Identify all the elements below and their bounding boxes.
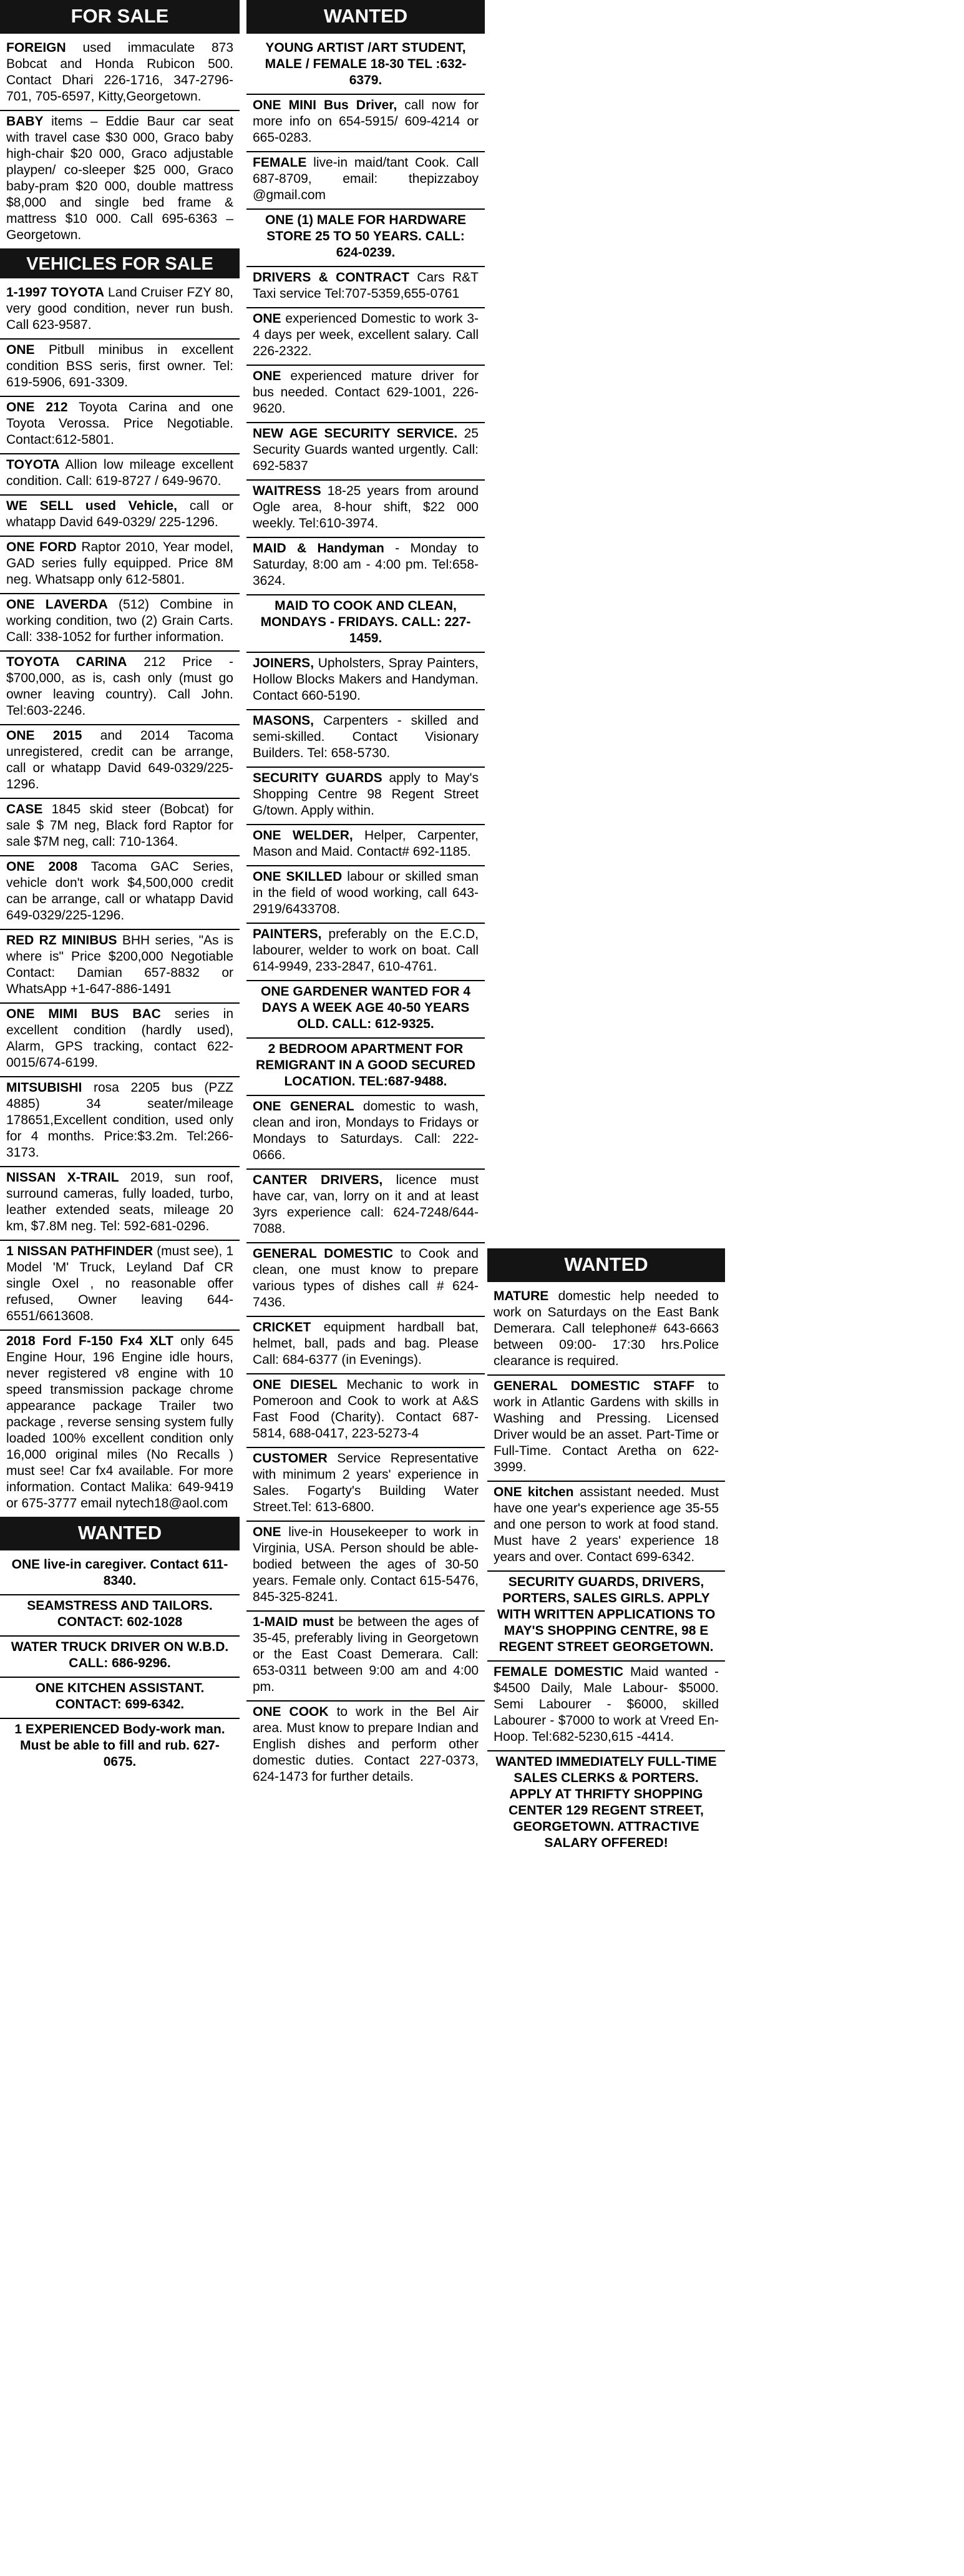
ad-lead: RED RZ MINIBUS	[6, 933, 117, 948]
section-header: WANTED	[487, 1248, 725, 1282]
classified-ad	[246, 1612, 485, 1702]
classified-ad	[0, 537, 240, 594]
classified-ad	[246, 595, 485, 653]
ad-lead: CASE	[6, 802, 43, 816]
classified-ad	[0, 799, 240, 856]
ad-body: licence must have car, van, lorry on it and at least 3yrs experience call: 624-7248/644-7088.	[253, 1173, 479, 1236]
ad-body: experienced Domestic to work 3-4 days per week, excellent salary. Call 226-2322.	[253, 311, 479, 358]
classified-ad	[246, 152, 485, 210]
ad-body: Land Cruiser FZY 80, very good condition, never run bush. Call 623-9587.	[6, 285, 233, 332]
ad-lead: ONE	[253, 1525, 281, 1539]
classified-ad	[487, 1751, 725, 1856]
ad-lead: SECURITY GUARDS	[253, 771, 382, 785]
ad-body: experienced mature driver for bus needed. Contact 629-1001, 226-9620.	[253, 369, 479, 416]
classified-ad	[246, 1374, 485, 1448]
classified-ad	[0, 1167, 240, 1241]
ad-lead: MAID & Handyman	[253, 541, 384, 556]
ad-lead: GENERAL DOMESTIC	[253, 1246, 393, 1261]
classified-ad	[487, 1376, 725, 1482]
classified-ad	[246, 481, 485, 538]
ad-lead: SECURITY GUARDS, DRIVERS, PORTERS, SALES GIRLS. APPLY WITH WRITTEN APPLICATIONS TO MAY'S SHOPPING CENTRE, 98 E REGENT STREET GEORGETOWN.	[497, 1575, 716, 1654]
ad-body: labour or skilled sman in the field of wood working, call 643-2919/6433708.	[253, 869, 479, 916]
ad-body: to work in Atlantic Gardens with skills in Washing and Pressing. Licensed Driver would be an asset. Part-Time or Full-Time. Contact Aretha on 622-3999.	[494, 1379, 719, 1474]
ad-body: call or whatapp David 649-0329/ 225-1296.	[6, 499, 233, 529]
column-left	[0, 0, 240, 1775]
section-header: VEHICLES FOR SALE	[0, 248, 240, 278]
ad-lead: ONE live-in caregiver. Contact 611-8340.	[11, 1557, 228, 1588]
ad-body: Tacoma GAC Series, vehicle don't work $4,500,000 credit can be arrange, call or whatapp David 649-0329/225-1296.	[6, 859, 233, 923]
ad-list	[0, 37, 240, 248]
ad-lead: TOYOTA	[6, 458, 60, 472]
ad-body: Raptor 2010, Year model, GAD series fully equipped. Price 8M neg. Whatsapp only 612-5801.	[6, 540, 233, 587]
classified-ad	[246, 1448, 485, 1522]
ad-lead: ONE kitchen	[494, 1485, 574, 1499]
ad-lead: WAITRESS	[253, 484, 321, 498]
ad-body: Maid wanted - $4500 Daily, Male Labour- $5000. Semi Labourer - $6000, skilled Labourer - $7000 to work at Vreed En-Hoop. Tel:682-5230,615 -4414.	[494, 1665, 719, 1744]
ad-lead: ONE 212	[6, 400, 68, 414]
ad-body: to work in the Bel Air area. Must know to prepare Indian and English dishes and perform other domestic duties. Contact 227-0373, 624-1473 for further details.	[253, 1705, 479, 1784]
section	[246, 0, 485, 1790]
ad-body: apply to May's Shopping Centre 98 Regent Street G/town. Apply within.	[253, 771, 479, 818]
ad-body: only 645 Engine Hour, 196 Engine idle hours, never registered v8 engine with 10 speed transmission package chrome appearance package Trailer two package , reverse sensing system fully loaded 100% excellent condition only 16,000 original miles (No Recalls ) must see! Car fx4 available. For more information. Contact Malika: 649-9419 or 675-3777 email nytech18@aol.com	[6, 1334, 233, 1511]
ad-lead: ONE GARDENER WANTED FOR 4 DAYS A WEEK AGE 40-50 YEARS OLD. CALL: 612-9325.	[260, 984, 471, 1031]
ad-lead: CRICKET	[253, 1320, 311, 1335]
classified-ad	[246, 768, 485, 825]
ad-lead: WATER TRUCK DRIVER ON W.B.D. CALL: 686-9296.	[11, 1640, 229, 1670]
classified-ad	[246, 538, 485, 595]
classified-ad	[246, 210, 485, 267]
classified-ad	[487, 1482, 725, 1572]
classified-ad	[0, 340, 240, 397]
ad-lead: WANTED IMMEDIATELY FULL-TIME SALES CLERKS & PORTERS. APPLY AT THRIFTY SHOPPING CENTER 129 REGENT STREET, GEORGETOWN. ATTRACTIVE SALARY OFFERED!	[495, 1755, 717, 1850]
classified-ad	[246, 423, 485, 481]
ad-lead: ONE MIMI BUS BAC	[6, 1007, 161, 1021]
ad-lead: MITSUBISHI	[6, 1080, 82, 1095]
classified-ad	[0, 1637, 240, 1678]
classified-ad	[487, 1662, 725, 1751]
ad-lead: ONE LAVERDA	[6, 597, 108, 612]
ad-lead: GENERAL DOMESTIC STAFF	[494, 1379, 695, 1393]
ad-lead: FEMALE DOMESTIC	[494, 1665, 624, 1679]
ad-body: Carpenters - skilled and semi-skilled. Contact Visionary Builders. Tel: 658-5730.	[253, 713, 479, 760]
ad-body: BHH series, "As is where is" Price $200,000 Negotiable Contact: Damian 657-8832 or WhatsApp +1-647-886-1491	[6, 933, 233, 996]
classified-ad	[246, 981, 485, 1039]
section	[487, 1248, 725, 1856]
ad-lead: MASONS,	[253, 713, 314, 728]
ad-lead: DRIVERS & CONTRACT	[253, 270, 409, 285]
ad-body: Service Representative with minimum 2 years' experience in Sales. Fogarty's Building Water Street.Tel: 613-6800.	[253, 1451, 479, 1514]
section	[0, 0, 240, 248]
ad-body: assistant needed. Must have one year's experience age 35-55 and one person to work at food stand. Must have 2 years' experience 18 years and over. Contact 699-6342.	[494, 1485, 719, 1564]
ad-lead: BABY	[6, 114, 44, 129]
ad-body: (must see), 1 Model 'M' Truck, Leyland Daf CR single Oxel , no reasonable offer refused, Owner leaving 644-6551/6613608.	[6, 1244, 233, 1323]
ad-body: Toyota Carina and one Toyota Verossa. Price Negotiable. Contact:612-5801.	[6, 400, 233, 447]
ad-lead: MAID TO COOK AND CLEAN, MONDAYS - FRIDAYS. CALL: 227-1459.	[260, 599, 471, 645]
ad-lead: MATURE	[494, 1289, 549, 1303]
section	[0, 248, 240, 1517]
classified-ad	[246, 308, 485, 366]
ad-lead: ONE DIESEL	[253, 1378, 338, 1392]
ad-body: domestic help needed to work on Saturdays on the East Bank Demerara. Call telephone# 643-6663 between 09:00- 17:30 hrs.Police clearance is required.	[494, 1289, 719, 1368]
ad-lead: ONE GENERAL	[253, 1099, 354, 1114]
ad-lead: ONE FORD	[6, 540, 77, 554]
classified-ad	[0, 856, 240, 930]
ad-body: 212 Price - $700,000, as is, cash only (must go owner leaving country). Call John. Tel:603-2246.	[6, 655, 233, 718]
ad-lead: PAINTERS,	[253, 927, 322, 941]
ad-body: equipment hardball bat, helmet, ball, pads and bag. Please Call: 684-6377 (in Evenings).	[253, 1320, 479, 1367]
classified-ad	[0, 930, 240, 1004]
classified-ad	[246, 366, 485, 423]
ad-body: used immaculate 873 Bobcat and Honda Rubicon 500. Contact Dhari 226-1716, 347-2796-701, 705-6597, Kitty,Georgetown.	[6, 41, 233, 104]
ad-body: Upholsters, Spray Painters, Hollow Blocks Makers and Handyman. Contact 660-5190.	[253, 656, 479, 703]
classified-ad	[0, 282, 240, 340]
classified-ad	[246, 710, 485, 768]
ad-lead: 1-1997 TOYOTA	[6, 285, 104, 300]
classified-ad	[246, 1243, 485, 1317]
classified-ad	[246, 825, 485, 866]
ad-body: Allion low mileage excellent condition. Call: 619-8727 / 649-9670.	[6, 458, 233, 488]
classified-ad	[246, 1522, 485, 1612]
classified-ad	[246, 267, 485, 308]
ad-lead: NEW AGE SECURITY SERVICE.	[253, 426, 458, 441]
classified-ad	[0, 397, 240, 454]
ad-body: Mechanic to work in Pomeroon and Cook to work at A&S Fast Food (Charity). Contact 687-5814, 688-0417, 223-5273-4	[253, 1378, 479, 1441]
ad-body: 2019, sun roof, surround cameras, fully loaded, turbo, leather extended seats, mileage 20 km, $7.8M neg. Tel: 592-681-0296.	[6, 1170, 233, 1233]
ad-lead: ONE	[253, 369, 281, 383]
classified-ad	[0, 111, 240, 248]
classified-ad	[0, 1554, 240, 1595]
ad-lead: 1 NISSAN PATHFINDER	[6, 1244, 153, 1258]
classified-ad	[246, 95, 485, 152]
ad-lead: NISSAN X-TRAIL	[6, 1170, 119, 1185]
classified-ad	[246, 1096, 485, 1170]
classified-ad	[246, 1702, 485, 1790]
classified-ad	[0, 1241, 240, 1331]
ad-body: to Cook and clean, one must know to prepare various types of dishes call # 624-7436.	[253, 1246, 479, 1310]
ad-lead: TOYOTA CARINA	[6, 655, 127, 669]
ad-lead: CANTER DRIVERS,	[253, 1173, 383, 1187]
ad-body: live-in Housekeeper to work in Virginia, USA. Person should be able-bodied between the ages of 30-50 years. Female only. Contact 615-5476, 845-325-8241.	[253, 1525, 479, 1604]
ad-lead: ONE	[253, 311, 281, 326]
section-header: FOR SALE	[0, 0, 240, 34]
section	[0, 1517, 240, 1775]
ad-body: 1845 skid steer (Bobcat) for sale $ 7M neg, Black ford Raptor for sale $7M neg, call: 710-1364.	[6, 802, 233, 849]
ad-lead: 2 BEDROOM APARTMENT FOR REMIGRANT IN A GOOD SECURED LOCATION. TEL:687-9488.	[256, 1042, 475, 1089]
ad-lead: YOUNG ARTIST /ART STUDENT, MALE / FEMALE 18-30 TEL :632-6379.	[265, 41, 467, 87]
ad-body: Pitbull minibus in excellent condition BSS seris, first owner. Tel: 619-5906, 691-3309.	[6, 343, 233, 389]
classified-ad	[0, 1004, 240, 1077]
section-header: WANTED	[246, 0, 485, 34]
ad-body: live-in maid/tant Cook. Call 687-8709, email: thepizzaboy @gmail.com	[253, 155, 479, 202]
classified-ad	[0, 725, 240, 799]
ad-lead: ONE	[6, 343, 35, 357]
classified-ad	[0, 37, 240, 111]
classified-ad	[0, 594, 240, 652]
ad-lead: ONE COOK	[253, 1705, 329, 1719]
section-header: WANTED	[0, 1517, 240, 1550]
ad-lead: ONE MINI Bus Driver,	[253, 98, 397, 112]
ad-list	[487, 1286, 725, 1856]
ad-body: domestic to wash, clean and iron, Mondays to Fridays or Mondays to Saturdays. Call: 222-0666.	[253, 1099, 479, 1162]
ad-lead: 1 EXPERIENCED Body-work man. Must be able to fill and rub. 627-0675.	[14, 1722, 225, 1769]
classified-ad	[246, 1039, 485, 1096]
ad-lead: WE SELL used Vehicle,	[6, 499, 178, 513]
classified-ad	[0, 1595, 240, 1637]
ad-body: - Monday to Saturday, 8:00 am - 4:00 pm. Tel:658-3624.	[253, 541, 479, 588]
classified-ad	[0, 454, 240, 496]
ad-body: 25 Security Guards wanted urgently. Call: 692-5837	[253, 426, 479, 473]
ad-body: Helper, Carpenter, Mason and Maid. Contact# 692-1185.	[253, 828, 479, 859]
column-right	[487, 1248, 725, 1856]
ad-body: items – Eddie Baur car seat with travel case $30 000, Graco baby high-chair $20 000, Graco adjustable playpen/ co-sleeper $25 000, Graco baby-pram $20 000, double mattress $8,000 and single bed frame & mattress $10 000. Call 695-6363 – Georgetown.	[6, 114, 233, 242]
classified-ad	[0, 1719, 240, 1775]
ad-lead: ONE SKILLED	[253, 869, 343, 884]
classified-ad	[0, 1678, 240, 1719]
ad-lead: FEMALE	[253, 155, 307, 170]
classified-ad	[246, 37, 485, 95]
ad-lead: SEAMSTRESS AND TAILORS. CONTACT: 602-1028	[27, 1599, 213, 1629]
ad-body: preferably on the E.C.D, labourer, welder to work on boat. Call 614-9949, 233-2847, 610-4761.	[253, 927, 479, 974]
ad-body: (512) Combine in working condition, two (2) Grain Carts. Call: 338-1052 for further information.	[6, 597, 233, 644]
ad-lead: FOREIGN	[6, 41, 66, 55]
classified-ad	[246, 866, 485, 924]
ad-list	[0, 1554, 240, 1775]
ad-lead: ONE 2015	[6, 728, 82, 743]
ad-list	[246, 37, 485, 1790]
ad-lead: 1-MAID must	[253, 1615, 334, 1629]
ad-lead: ONE 2008	[6, 859, 78, 874]
ad-lead: JOINERS,	[253, 656, 314, 670]
classified-ad	[246, 924, 485, 981]
classified-ad	[0, 652, 240, 725]
classified-ad	[0, 496, 240, 537]
classified-ad	[246, 653, 485, 710]
column-middle	[246, 0, 485, 1790]
classified-ad	[246, 1170, 485, 1243]
classified-ad	[0, 1331, 240, 1517]
ad-body: 18-25 years from around Ogle area, 8-hour shift, $22 000 weekly. Tel:610-3974.	[253, 484, 479, 531]
ad-body: Cars R&T Taxi service Tel:707-5359,655-0761	[253, 270, 479, 301]
classified-ad	[487, 1286, 725, 1376]
ad-lead: ONE KITCHEN ASSISTANT. CONTACT: 699-6342.	[35, 1681, 205, 1712]
ad-lead: ONE WELDER,	[253, 828, 353, 843]
classified-ad	[246, 1317, 485, 1374]
classified-ad	[487, 1572, 725, 1662]
ad-lead: CUSTOMER	[253, 1451, 328, 1466]
ad-body: series in excellent condition (hardly used), Alarm, GPS tracking, contact 622-0015/674-6199.	[6, 1007, 233, 1070]
ad-body: and 2014 Tacoma unregistered, credit can be arrange, call or whatapp David 649-0329/225-1296.	[6, 728, 233, 791]
ad-body: rosa 2205 bus (PZZ 4885) 34 seater/mileage 178651,Excellent condition, used only for 4 months. Price:$3.2m. Tel:266-3173.	[6, 1080, 233, 1160]
ad-lead: ONE (1) MALE FOR HARDWARE STORE 25 TO 50 YEARS. CALL: 624-0239.	[265, 213, 466, 260]
ad-body: be between the ages of 35-45, preferably living in Georgetown or the East Coast Demerara. Call: 653-0311 between 9:00 am and 4:00 pm.	[253, 1615, 479, 1694]
classified-ad	[0, 1077, 240, 1167]
ad-list	[0, 282, 240, 1517]
ad-lead: 2018 Ford F-150 Fx4 XLT	[6, 1334, 173, 1348]
ad-body: call now for more info on 654-5915/ 609-4214 or 665-0283.	[253, 98, 479, 145]
